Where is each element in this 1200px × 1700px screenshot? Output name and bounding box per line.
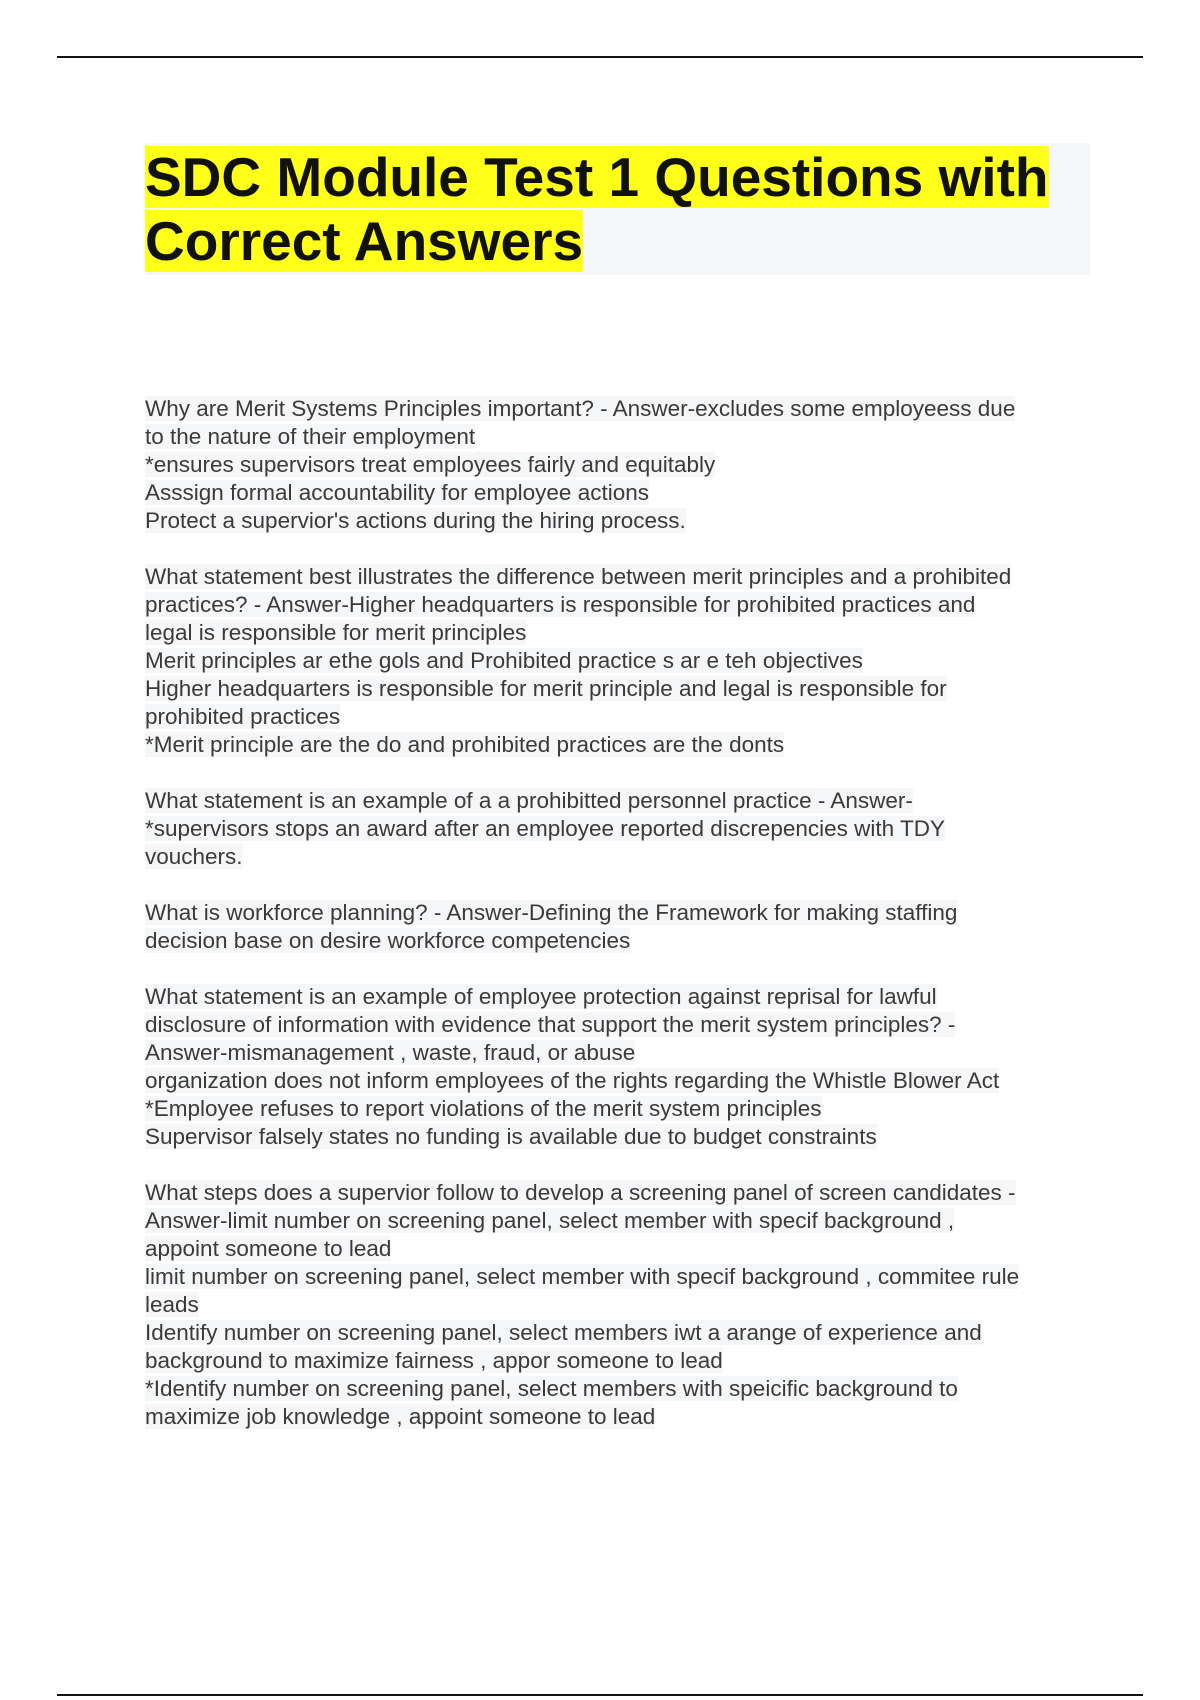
qa-line: leads — [145, 1292, 199, 1317]
qa-line: background to maximize fairness , appor someone to lead — [145, 1348, 723, 1373]
qa-content — [145, 395, 1105, 1459]
qa-item — [145, 1179, 1105, 1431]
qa-line: legal is responsible for merit principles — [145, 620, 527, 645]
qa-line: Asssign formal accountability for employee actions — [145, 480, 649, 505]
qa-line: prohibited practices — [145, 704, 341, 729]
document-title — [145, 143, 1090, 273]
qa-line: practices? - Answer-Higher headquarters is responsible for prohibited practices and — [145, 592, 976, 617]
qa-item — [145, 563, 1105, 759]
title-block — [145, 143, 1090, 275]
qa-item — [145, 395, 1105, 535]
qa-line: Supervisor falsely states no funding is available due to budget constraints — [145, 1124, 877, 1149]
qa-item — [145, 787, 1105, 871]
qa-line: What statement is an example of employee protection against reprisal for lawful — [145, 984, 937, 1009]
qa-line: What steps does a supervior follow to develop a screening panel of screen candidates - — [145, 1180, 1016, 1205]
qa-line: Merit principles ar ethe gols and Prohibited practice s ar e teh objectives — [145, 648, 863, 673]
qa-line: Higher headquarters is responsible for merit principle and legal is responsible for — [145, 676, 947, 701]
qa-line: *supervisors stops an award after an employee reported discrepencies with TDY — [145, 816, 945, 841]
qa-line: Answer-mismanagement , waste, fraud, or abuse — [145, 1040, 636, 1065]
qa-line: to the nature of their employment — [145, 424, 476, 449]
qa-line: maximize job knowledge , appoint someone to lead — [145, 1404, 656, 1429]
qa-line: What statement best illustrates the difference between merit principles and a prohibited — [145, 564, 1012, 589]
title-line: Correct Answers — [145, 210, 584, 272]
qa-line: Identify number on screening panel, select members iwt a arange of experience and — [145, 1320, 982, 1345]
bottom-rule — [57, 1694, 1143, 1696]
qa-line: What is workforce planning? - Answer-Defining the Framework for making staffing — [145, 900, 958, 925]
qa-line: Why are Merit Systems Principles important? - Answer-excludes some employeess due — [145, 396, 1016, 421]
qa-line: *Employee refuses to report violations of the merit system principles — [145, 1096, 822, 1121]
qa-item — [145, 899, 1105, 955]
qa-line: Answer-limit number on screening panel, select member with specif background , — [145, 1208, 955, 1233]
qa-line: organization does not inform employees of the rights regarding the Whistle Blower Act — [145, 1068, 1000, 1093]
top-rule — [57, 56, 1143, 58]
qa-line: *Identify number on screening panel, select members with speicific background to — [145, 1376, 958, 1401]
qa-line: What statement is an example of a a prohibitted personnel practice - Answer- — [145, 788, 913, 813]
qa-line: *ensures supervisors treat employees fairly and equitably — [145, 452, 716, 477]
title-line: SDC Module Test 1 Questions with — [145, 146, 1049, 208]
qa-line: limit number on screening panel, select member with specif background , commitee rule — [145, 1264, 1020, 1289]
qa-line: decision base on desire workforce competencies — [145, 928, 631, 953]
qa-line: *Merit principle are the do and prohibited practices are the donts — [145, 732, 785, 757]
qa-item — [145, 983, 1105, 1151]
qa-line: Protect a supervior's actions during the hiring process. — [145, 508, 686, 533]
qa-line: appoint someone to lead — [145, 1236, 392, 1261]
qa-line: disclosure of information with evidence that support the merit system principles? - — [145, 1012, 956, 1037]
qa-line: vouchers. — [145, 844, 243, 869]
